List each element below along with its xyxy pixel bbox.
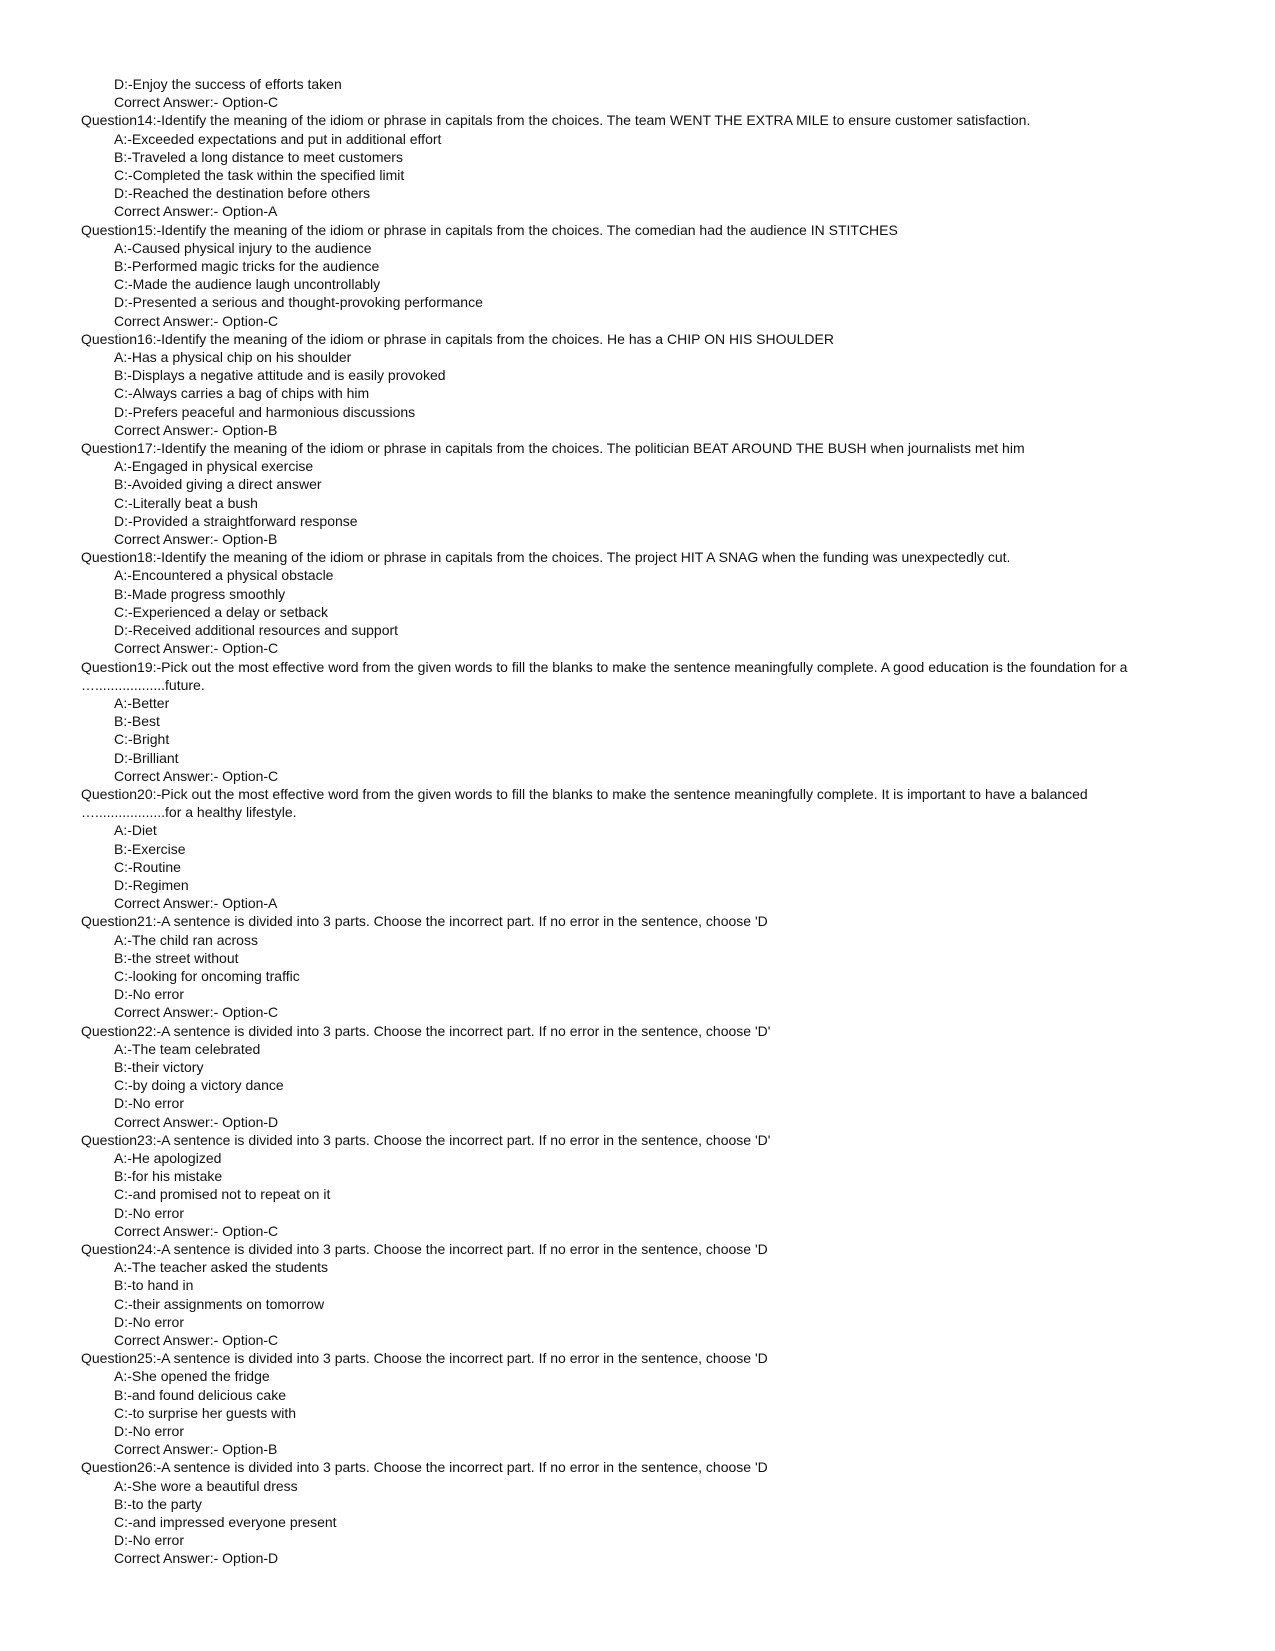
correct-answer: Correct Answer:- Option-C [114,312,279,329]
answer-option: C:-and impressed everyone present [114,1514,337,1531]
correct-answer: Correct Answer:- Option-B [114,1441,278,1458]
answer-option: C:-by doing a victory dance [114,1077,284,1094]
answer-option: B:-for his mistake [114,1168,223,1185]
answer-option: A:-Encountered a physical obstacle [114,567,334,584]
answer-option: C:-and promised not to repeat on it [114,1186,331,1203]
answer-option: D:-No error [114,1313,185,1330]
answer-option: A:-Engaged in physical exercise [114,458,314,475]
question-text: Question26:-A sentence is divided into 3 parts. Choose the incorrect part. If no error in the sentence, choose 'D [81,1459,768,1476]
correct-answer: Correct Answer:- Option-C [114,640,279,657]
question-text: Question14:-Identify the meaning of the idiom or phrase in capitals from the choices. The team WENT THE EXTRA MILE to ensure customer satisfaction. [81,112,1031,129]
answer-option: A:-Has a physical chip on his shoulder [114,349,352,366]
question-continuation: …..................for a healthy lifestyle. [81,804,297,821]
answer-option: C:-Completed the task within the specified limit [114,167,405,184]
question-text: Question17:-Identify the meaning of the idiom or phrase in capitals from the choices. The politician BEAT AROUND THE BUSH when journalists met him [81,440,1025,457]
answer-option: C:-looking for oncoming traffic [114,967,300,984]
answer-option: A:-He apologized [114,1149,222,1166]
question-text: Question22:-A sentence is divided into 3 parts. Choose the incorrect part. If no error in the sentence, choose 'D' [81,1022,771,1039]
correct-answer: Correct Answer:- Option-D [114,1550,279,1567]
answer-option: B:-to hand in [114,1277,194,1294]
question-text: Question24:-A sentence is divided into 3 parts. Choose the incorrect part. If no error in the sentence, choose 'D [81,1241,768,1257]
answer-option: C:-Routine [114,858,181,875]
answer-option: A:-The teacher asked the students [114,1259,329,1276]
answer-option: B:-Made progress smoothly [114,585,286,602]
correct-answer: Correct Answer:- Option-D [114,1113,279,1130]
answer-option: B:-Best [114,713,160,730]
answer-option: C:-Always carries a bag of chips with him [114,385,370,402]
answer-option: A:-Diet [114,822,157,839]
answer-option: D:-No error [114,1204,185,1221]
answer-option: B:-the street without [114,949,239,966]
answer-option: C:-Made the audience laugh uncontrollably [114,276,381,293]
correct-answer: Correct Answer:- Option-A [114,203,278,220]
answer-option: D:-Received additional resources and support [114,622,399,639]
answer-option: B:-Exercise [114,840,186,857]
correct-answer: Correct Answer:- Option-B [114,421,278,438]
correct-answer: Correct Answer:- Option-C [114,1222,279,1239]
answer-option: D:-No error [114,1095,185,1112]
question-text: Question21:-A sentence is divided into 3 parts. Choose the incorrect part. If no error in the sentence, choose 'D [81,913,768,930]
question-text: Question23:-A sentence is divided into 3 parts. Choose the incorrect part. If no error in the sentence, choose 'D' [81,1131,771,1148]
answer-option: D:-No error [114,1532,185,1549]
question-text: Question18:-Identify the meaning of the idiom or phrase in capitals from the choices. The project HIT A SNAG when the funding was unexpectedly cut. [81,549,1011,566]
correct-answer: Correct Answer:- Option-C [114,1004,279,1021]
question-continuation: …..................future. [81,676,205,693]
answer-option: B:-their victory [114,1058,204,1075]
answer-option: A:-Caused physical injury to the audience [114,239,372,256]
answer-option: A:-Exceeded expectations and put in additional effort [114,130,442,147]
answer-option: D:-No error [114,1423,185,1440]
answer-option: C:-to surprise her guests with [114,1404,297,1421]
answer-option: B:-and found delicious cake [114,1386,286,1403]
answer-option: D:-Prefers peaceful and harmonious discussions [114,403,416,420]
answer-option: B:-Displays a negative attitude and is easily provoked [114,367,446,384]
question-text: Question20:-Pick out the most effective word from the given words to fill the blanks to make the sentence meaningfully complete. It is important to have a balanced [81,785,1088,802]
answer-option: D:-Presented a serious and thought-provoking performance [114,294,483,311]
question-text: Question16:-Identify the meaning of the idiom or phrase in capitals from the choices. He has a CHIP ON HIS SHOULDER [81,330,834,347]
answer-option: B:-to the party [114,1495,202,1512]
answer-option: C:-Experienced a delay or setback [114,603,328,620]
answer-option: C:-Literally beat a bush [114,494,258,511]
question-text: Question15:-Identify the meaning of the idiom or phrase in capitals from the choices. The comedian had the audience IN STITCHES [81,221,898,238]
answer-option: D:-No error [114,986,185,1003]
answer-option: D:-Enjoy the success of efforts taken [114,76,342,92]
answer-option: B:-Performed magic tricks for the audience [114,258,380,275]
answer-option: D:-Provided a straightforward response [114,512,358,529]
answer-option: A:-She opened the fridge [114,1368,270,1385]
correct-answer: Correct Answer:- Option-C [114,767,279,784]
answer-option: D:-Regimen [114,876,189,893]
answer-option: A:-The team celebrated [114,1040,261,1057]
question-list [81,75,1191,1568]
answer-option: D:-Reached the destination before others [114,185,371,202]
correct-answer: Correct Answer:- Option-C [114,94,279,111]
correct-answer: Correct Answer:- Option-B [114,531,278,548]
answer-option: B:-Avoided giving a direct answer [114,476,322,493]
correct-answer: Correct Answer:- Option-A [114,895,278,912]
answer-option: A:-Better [114,694,170,711]
question-text: Question19:-Pick out the most effective word from the given words to fill the blanks to make the sentence meaningfully complete. A good education is the foundation for a [81,658,1128,675]
answer-option: C:-their assignments on tomorrow [114,1295,325,1312]
answer-option: A:-She wore a beautiful dress [114,1477,298,1494]
correct-answer: Correct Answer:- Option-C [114,1332,279,1349]
answer-option: A:-The child ran across [114,931,258,948]
answer-option: B:-Traveled a long distance to meet customers [114,148,403,165]
answer-option: C:-Bright [114,731,170,748]
answer-option: D:-Brilliant [114,749,179,766]
question-text: Question25:-A sentence is divided into 3 parts. Choose the incorrect part. If no error in the sentence, choose 'D [81,1350,768,1367]
